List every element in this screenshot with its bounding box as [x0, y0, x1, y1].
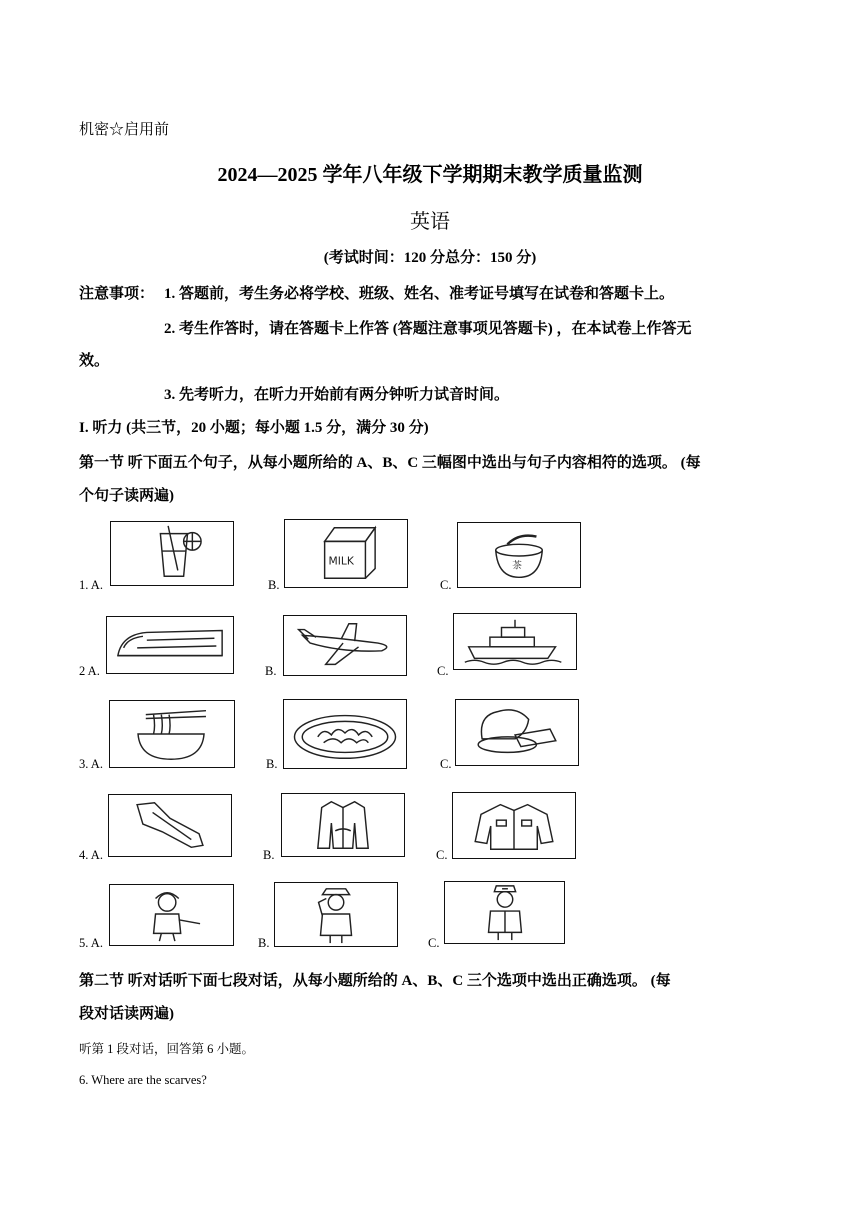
q2-label-b: B. — [265, 664, 277, 678]
q4-label-c: C. — [436, 848, 448, 862]
notice-label: 注意事项： — [79, 286, 155, 302]
q1-label-c: C. — [440, 578, 452, 592]
q2-option-a-train-icon[interactable] — [106, 616, 234, 674]
q3-label-b: B. — [266, 757, 278, 771]
exam-title: 2024—2025 学年八年级下学期期末教学质量监测 — [217, 164, 643, 186]
q3-label-c: C. — [440, 757, 452, 771]
q2-label-c: C. — [437, 664, 449, 678]
part2-instruction: 第二节 听对话听下面七段对话，从每小题所给的 A、B、C 三个选项中选出正确选项。 (每 — [79, 973, 671, 989]
q4-label-a: 4. A. — [79, 848, 103, 862]
q1-option-a-juice-icon[interactable] — [110, 521, 234, 586]
part1-instruction: 第一节 听下面五个句子，从每小题所给的 A、B、C 三幅图中选出与句子内容相符的选项。 (每 — [79, 455, 701, 471]
q4-label-b: B. — [263, 848, 275, 862]
q5-option-a-firefighter-icon[interactable] — [109, 884, 234, 946]
notice-item-1: 1. 答题前，考生务必将学校、班级、姓名、准考证号填写在试卷和答题卡上。 — [164, 286, 675, 302]
subject-title: 英语 — [410, 211, 450, 233]
q4-option-b-coat-icon[interactable] — [281, 793, 405, 857]
q5-option-b-police-officer-icon[interactable] — [274, 882, 398, 947]
q3-option-c-bread-icon[interactable] — [455, 699, 579, 766]
svg-text:MILK: MILK — [328, 554, 354, 568]
q1-label-b: B. — [268, 578, 280, 592]
q2-option-b-airplane-icon[interactable] — [283, 615, 407, 676]
q1-option-c-tea-bowl-icon[interactable] — [457, 522, 581, 588]
dialogue-1-instruction: 听第 1 段对话，回答第 6 小题。 — [79, 1042, 255, 1056]
q5-option-c-doctor-icon[interactable] — [444, 881, 565, 944]
part2-instruction-cont: 段对话读两遍) — [79, 1006, 174, 1022]
notice-item-2-cont: 效。 — [79, 353, 110, 369]
q3-option-a-noodles-icon[interactable] — [109, 700, 235, 768]
question-6: 6. Where are the scarves? — [79, 1073, 207, 1087]
q1-option-b-milk-carton-icon[interactable] — [284, 519, 408, 588]
notice-item-2: 2. 考生作答时，请在答题卡上作答 (答题注意事项见答题卡) ，在本试卷上作答无 — [164, 321, 692, 337]
section1-heading: I. 听力 (共三节，20 小题；每小题 1.5 分，满分 30 分) — [79, 420, 429, 436]
q1-label-a: 1. A. — [79, 578, 103, 592]
svg-text:茶: 茶 — [512, 560, 522, 572]
q2-label-a: 2 A. — [79, 664, 100, 678]
q4-option-a-pants-icon[interactable] — [108, 794, 232, 857]
q3-option-b-dumplings-icon[interactable] — [283, 699, 407, 769]
q5-label-b: B. — [258, 936, 270, 950]
q3-label-a: 3. A. — [79, 757, 103, 771]
q4-option-c-jacket-icon[interactable] — [452, 792, 576, 859]
q5-label-c: C. — [428, 936, 440, 950]
notice-item-3: 3. 先考听力，在听力开始前有两分钟听力试音时间。 — [164, 387, 510, 403]
confidential-label: 机密☆启用前 — [79, 122, 170, 138]
q2-option-c-ship-icon[interactable] — [453, 613, 577, 670]
part1-instruction-cont: 个句子读两遍) — [79, 488, 174, 504]
q5-label-a: 5. A. — [79, 936, 103, 950]
exam-info: (考试时间：120 分总分：150 分) — [323, 250, 537, 266]
